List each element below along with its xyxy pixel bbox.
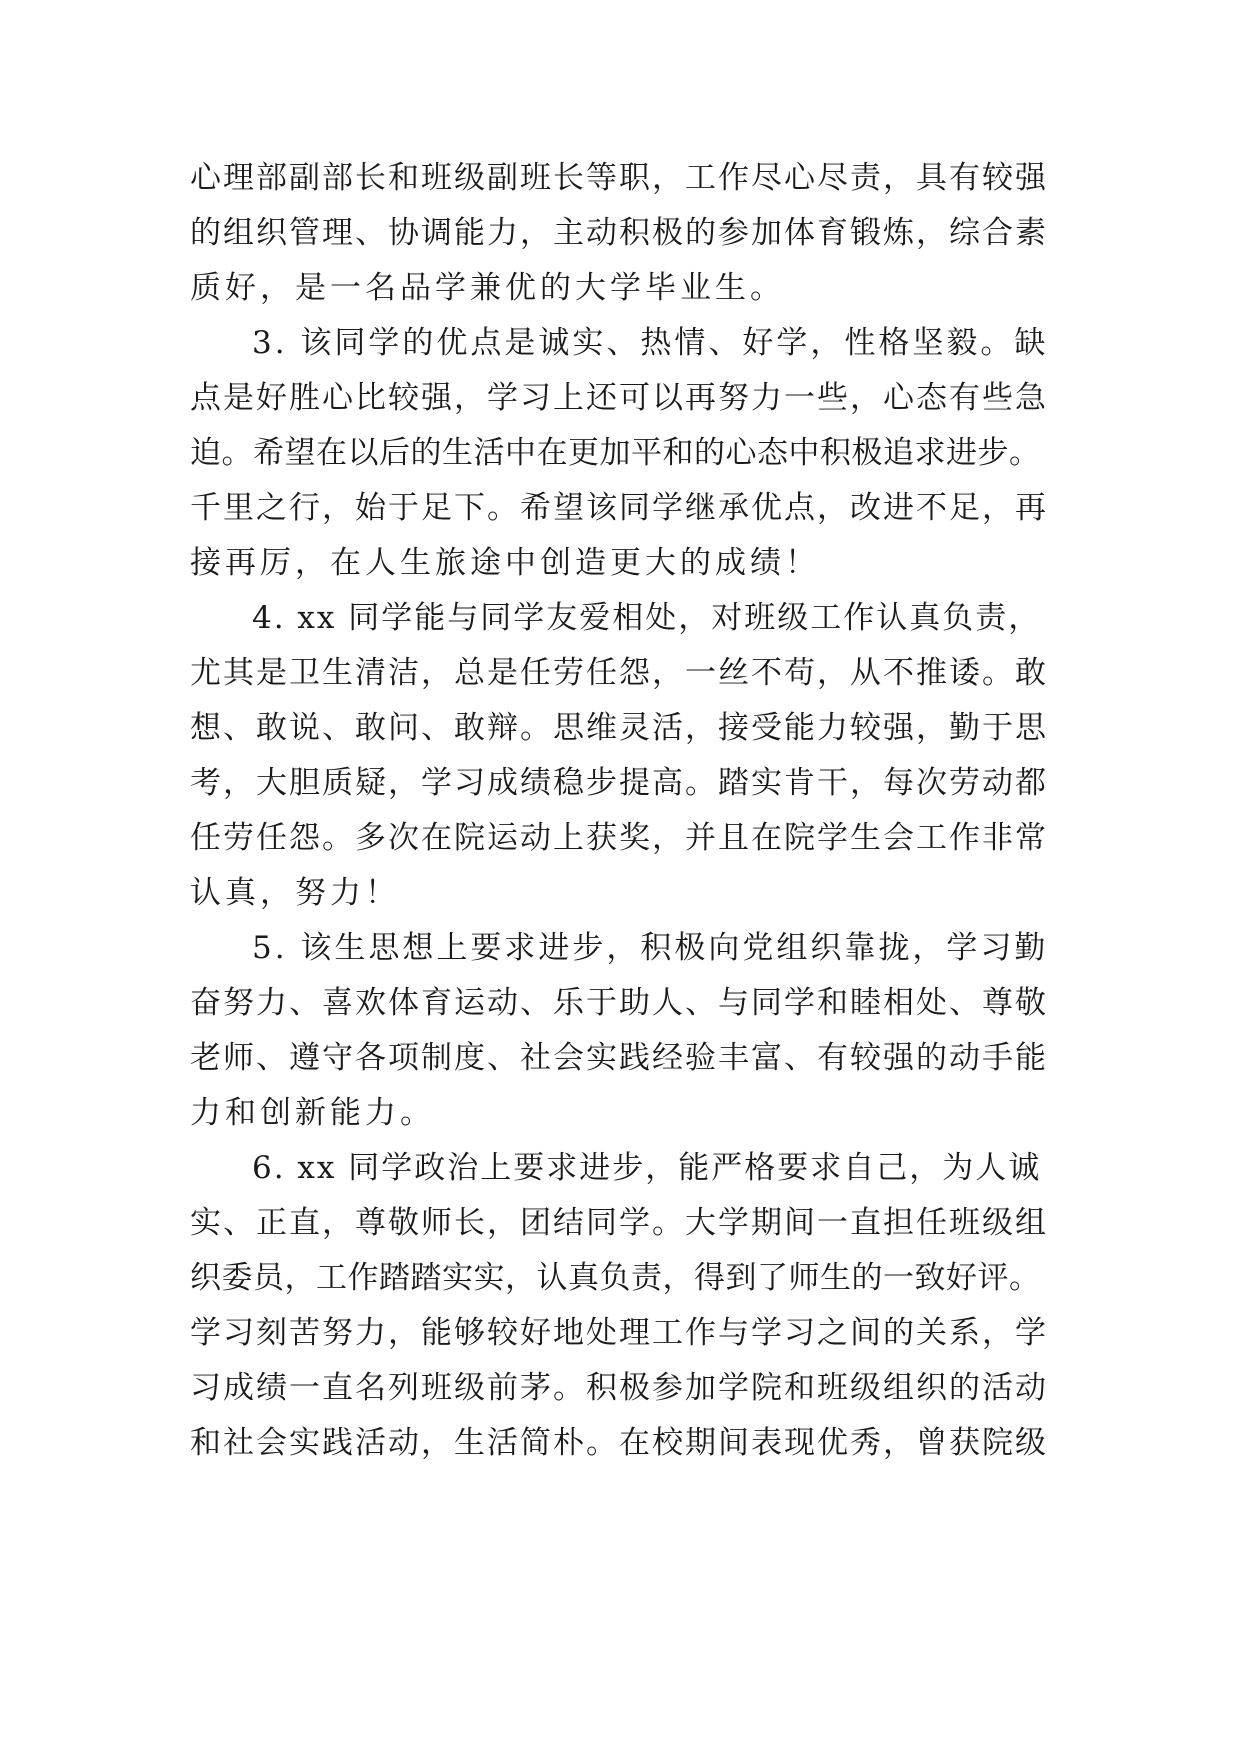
text-line: 实、正直，尊敬师长，团结同学。大学期间一直担任班级组 bbox=[190, 1205, 1048, 1241]
text-line: 接再厉，在人生旅途中创造更大的成绩！ bbox=[190, 545, 820, 581]
text-line: 力和创新能力。 bbox=[190, 1095, 435, 1131]
text-line: 质好，是一名品学兼优的大学毕业生。 bbox=[190, 270, 785, 306]
text-line: 的组织管理、协调能力，主动积极的参加体育锻炼，综合素 bbox=[190, 215, 1048, 251]
text-line: 奋努力、喜欢体育运动、乐于助人、与同学和睦相处、尊敬 bbox=[190, 985, 1048, 1021]
text-line: 习成绩一直名列班级前茅。积极参加学院和班级组织的活动 bbox=[190, 1370, 1048, 1406]
text-line: 任劳任怨。多次在院运动上获奖，并且在院学生会工作非常 bbox=[190, 820, 1048, 856]
text-line: 认真，努力！ bbox=[190, 875, 400, 911]
text-line: 尤其是卫生清洁，总是任劳任怨，一丝不苟，从不推诿。敢 bbox=[190, 655, 1048, 691]
paragraph-start-4: 4. xx 同学能与同学友爱相处，对班级工作认真负责， bbox=[252, 600, 1042, 636]
text-line: 想、敢说、敢问、敢辩。思维灵活，接受能力较强，勤于思 bbox=[190, 710, 1048, 746]
text-line: 老师、遵守各项制度、社会实践经验丰富、有较强的动手能 bbox=[190, 1040, 1048, 1076]
text-line: 千里之行，始于足下。希望该同学继承优点，改进不足，再 bbox=[190, 490, 1048, 526]
text-line: 考，大胆质疑，学习成绩稳步提高。踏实肯干，每次劳动都 bbox=[190, 765, 1048, 801]
text-line: 迫。希望在以后的生活中在更加平和的心态中积极追求进步。 bbox=[190, 435, 1041, 471]
paragraph-start-6: 6. xx 同学政治上要求进步，能严格要求自己，为人诚 bbox=[252, 1150, 1042, 1186]
paragraph-start-3: 3. 该同学的优点是诚实、热情、好学，性格坚毅。缺 bbox=[252, 325, 1049, 361]
text-line: 织委员，工作踏踏实实，认真负责，得到了师生的一致好评。 bbox=[190, 1260, 1041, 1296]
text-line: 学习刻苦努力，能够较好地处理工作与学习之间的关系，学 bbox=[190, 1315, 1048, 1351]
paragraph-start-5: 5. 该生思想上要求进步，积极向党组织靠拢，学习勤 bbox=[252, 930, 1049, 966]
text-line: 心理部副部长和班级副班长等职，工作尽心尽责，具有较强 bbox=[190, 160, 1048, 196]
text-line: 和社会实践活动，生活简朴。在校期间表现优秀，曾获院级 bbox=[190, 1425, 1048, 1461]
text-line: 点是好胜心比较强，学习上还可以再努力一些，心态有些急 bbox=[190, 380, 1048, 416]
